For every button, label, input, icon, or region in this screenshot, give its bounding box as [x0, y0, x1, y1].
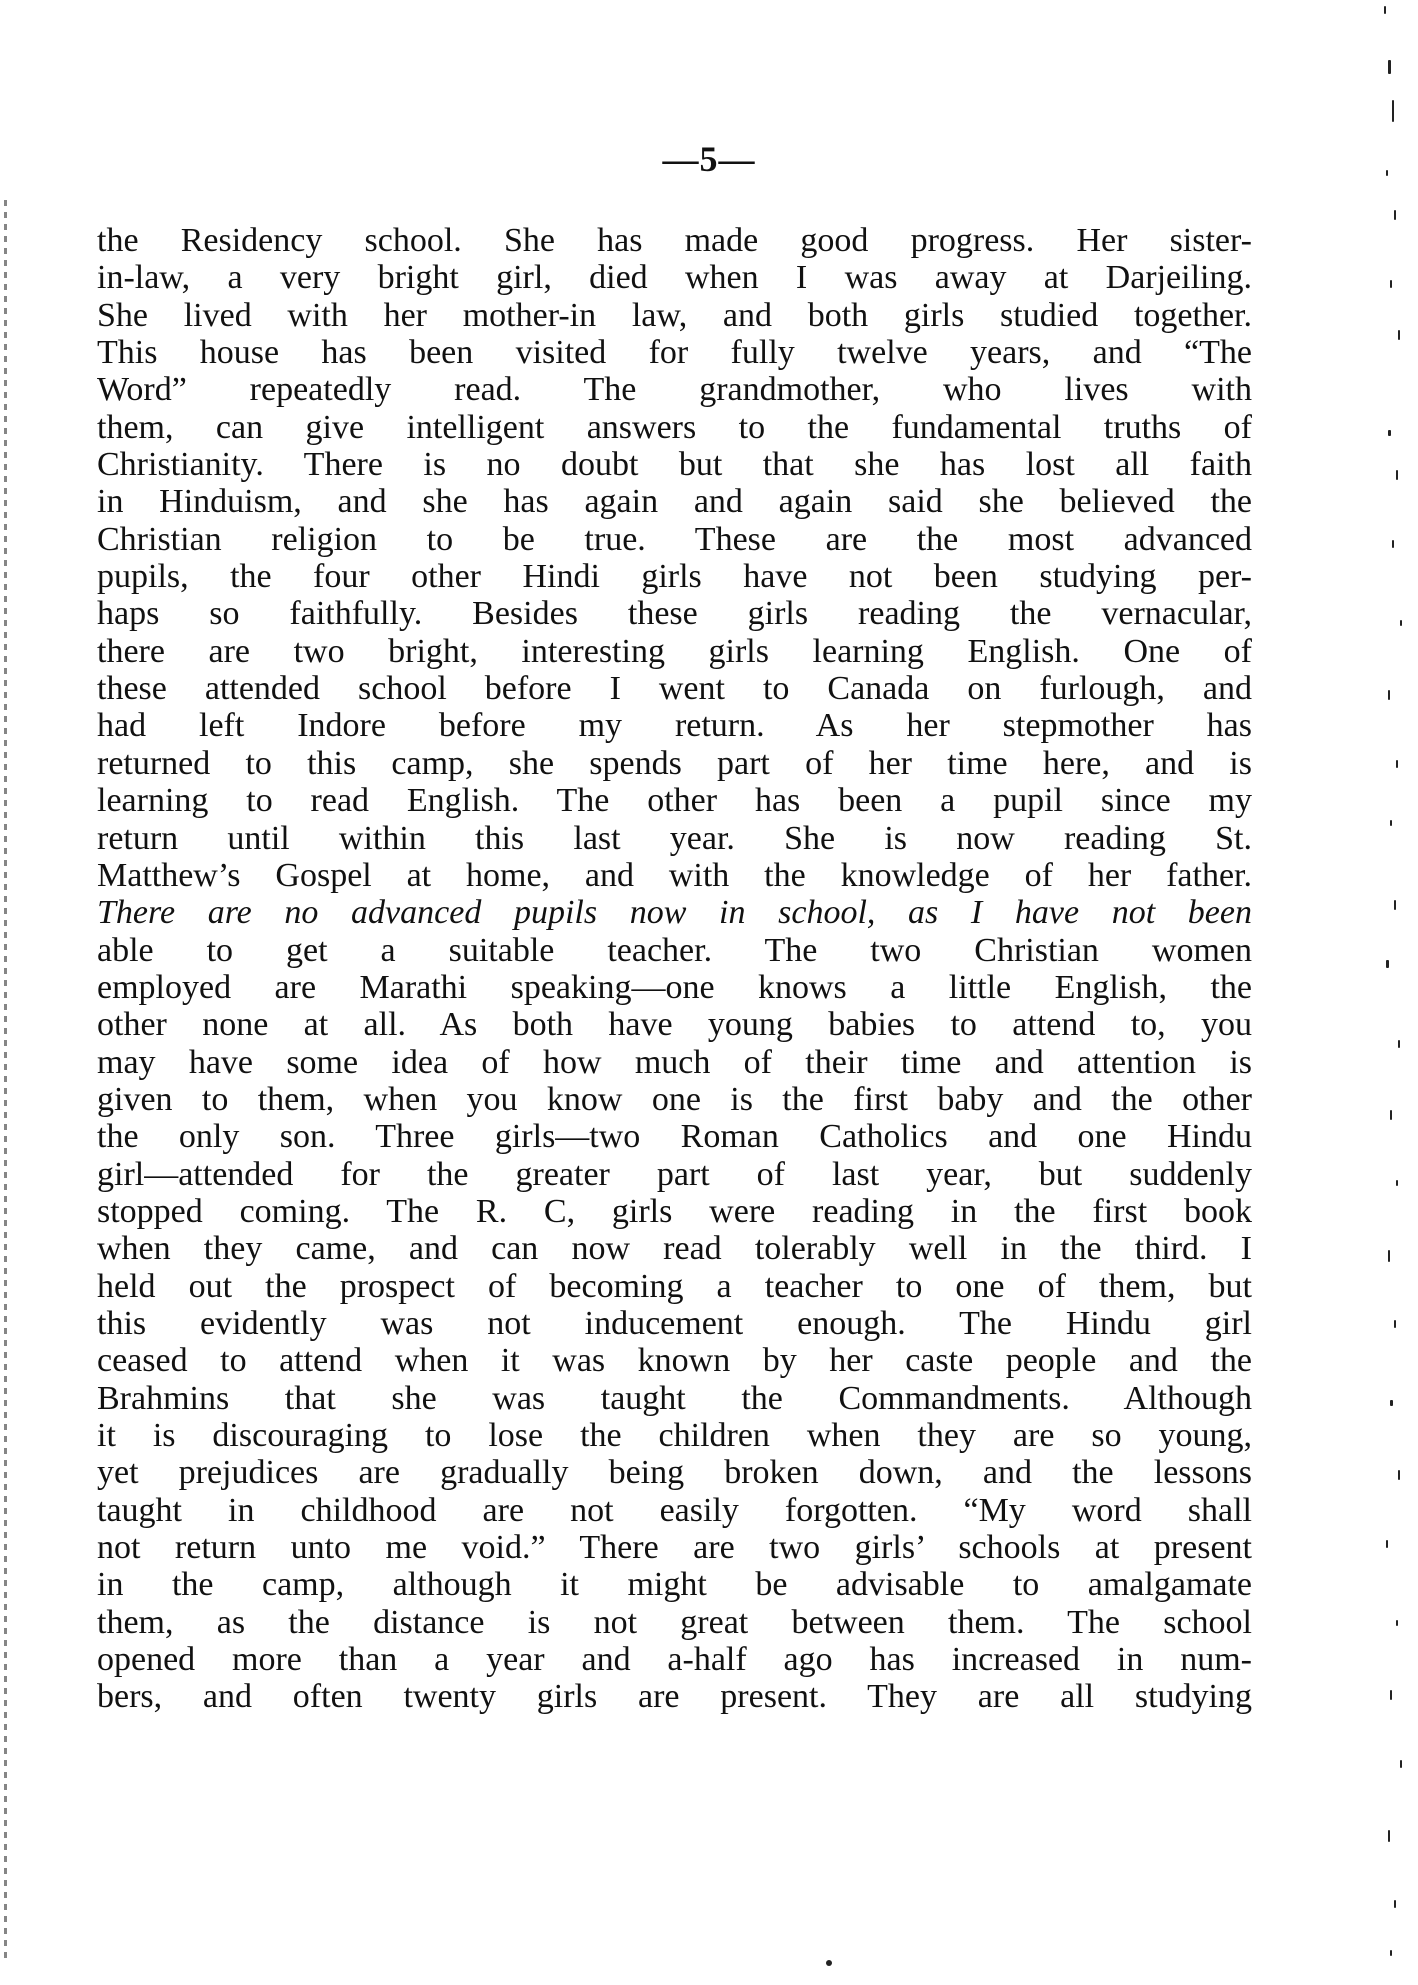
scan-speck: [1396, 470, 1398, 480]
scan-speck: [1394, 900, 1396, 910]
text-line: in Hinduism, and she has again and again said she believed the: [97, 483, 1252, 521]
text-line: there are two bright, interesting girls learning English. One of: [97, 632, 1252, 670]
text-line: This house has been visited for fully twelve years, and “The: [97, 334, 1252, 372]
text-line: able to get a suitable teacher. The two Christian women: [97, 931, 1252, 969]
scan-speck: [1388, 430, 1391, 436]
scan-speck: [1396, 1620, 1398, 1626]
text-line: these attended school before I went to Canada on furlough, and: [97, 670, 1252, 708]
text-line: returned to this camp, she spends part of her time here, and is: [97, 744, 1252, 782]
page-number: —5—: [662, 139, 756, 179]
scan-speck: [1390, 820, 1392, 826]
text-line: opened more than a year and a-half ago has increased in num-: [97, 1641, 1252, 1679]
scan-speck: [1394, 210, 1396, 220]
scan-speck: [1384, 6, 1386, 14]
scan-speck: [1386, 960, 1389, 968]
scan-speck: [1390, 1110, 1392, 1120]
stray-ink-dot: [826, 1960, 832, 1966]
body-text: [97, 222, 1252, 1716]
right-edge-specks: [1378, 0, 1418, 1985]
text-line: held out the prospect of becoming a teacher to one of them, but: [97, 1267, 1252, 1305]
text-line: She lived with her mother-in law, and both girls studied together.: [97, 296, 1252, 334]
scan-speck: [1388, 1250, 1390, 1262]
scan-speck: [1396, 760, 1398, 768]
scan-speck: [1390, 280, 1392, 288]
scan-speck: [1394, 1320, 1396, 1328]
text-line: the only son. Three girls—two Roman Catholics and one Hindu: [97, 1118, 1252, 1156]
text-line: ceased to attend when it was known by her caste people and the: [97, 1342, 1252, 1380]
scan-speck: [1386, 1540, 1388, 1548]
text-line: Brahmins that she was taught the Commandments. Although: [97, 1379, 1252, 1417]
text-line: them, as the distance is not great between them. The school: [97, 1603, 1252, 1641]
text-line: when they came, and can now read tolerably well in the third. I: [97, 1230, 1252, 1268]
text-line: return until within this last year. She is now reading St.: [97, 819, 1252, 857]
text-line: stopped coming. The R. C, girls were reading in the first book: [97, 1192, 1252, 1230]
scan-speck: [1388, 1830, 1390, 1842]
text-line: may have some idea of how much of their time and attention is: [97, 1043, 1252, 1081]
scan-speck: [1390, 1400, 1393, 1406]
scan-speck: [1400, 620, 1402, 626]
text-line: Word” repeatedly read. The grandmother, who lives with: [97, 371, 1252, 409]
scan-speck: [1398, 1040, 1400, 1048]
scan-speck: [1388, 60, 1391, 74]
text-line: it is discouraging to lose the children when they are so young,: [97, 1417, 1252, 1454]
text-line: Christianity. There is no doubt but that she has lost all faith: [97, 446, 1252, 484]
text-line: Matthew’s Gospel at home, and with the knowledge of her father.: [97, 856, 1252, 894]
text-line: in the camp, although it might be advisable to amalgamate: [97, 1566, 1252, 1604]
text-line: girl—attended for the greater part of last year, but suddenly: [97, 1155, 1252, 1193]
text-line: taught in childhood are not easily forgotten. “My word shall: [97, 1491, 1252, 1529]
scan-speck: [1398, 1470, 1400, 1480]
left-margin-rule: [4, 200, 7, 1960]
scan-speck: [1396, 1180, 1398, 1186]
text-line: pupils, the four other Hindi girls have not been studying per-: [97, 558, 1252, 596]
scan-speck: [1390, 1950, 1392, 1956]
text-line: the Residency school. She has made good progress. Her sister-: [97, 222, 1252, 259]
scan-speck: [1392, 100, 1394, 122]
scan-speck: [1392, 540, 1394, 548]
text-line: this evidently was not inducement enough. The Hindu girl: [97, 1304, 1252, 1342]
scan-speck: [1394, 1900, 1396, 1908]
text-line: haps so faithfully. Besides these girls reading the vernacular,: [97, 595, 1252, 633]
text-line-italic: There are no advanced pupils now in school, as I have not been: [97, 894, 1252, 932]
text-line: employed are Marathi speaking—one knows a little English, the: [97, 968, 1252, 1006]
text-line: given to them, when you know one is the first baby and the other: [97, 1080, 1252, 1118]
text-line: in-law, a very bright girl, died when I was away at Darjeiling.: [97, 259, 1252, 297]
text-line: other none at all. As both have young babies to attend to, you: [97, 1006, 1252, 1044]
scan-speck: [1388, 690, 1390, 700]
text-line: bers, and often twenty girls are present. They are all studying: [97, 1678, 1252, 1716]
scan-speck: [1400, 1760, 1402, 1768]
text-line: them, can give intelligent answers to the fundamental truths of: [97, 408, 1252, 446]
scan-speck: [1390, 1690, 1392, 1700]
text-line: Christian religion to be true. These are the most advanced: [97, 520, 1252, 558]
text-line: not return unto me void.” There are two girls’ schools at present: [97, 1529, 1252, 1567]
text-line: learning to read English. The other has been a pupil since my: [97, 782, 1252, 820]
scan-speck: [1398, 330, 1400, 340]
text-line: yet prejudices are gradually being broken down, and the lessons: [97, 1454, 1252, 1492]
text-line: had left Indore before my return. As her stepmother has: [97, 707, 1252, 745]
